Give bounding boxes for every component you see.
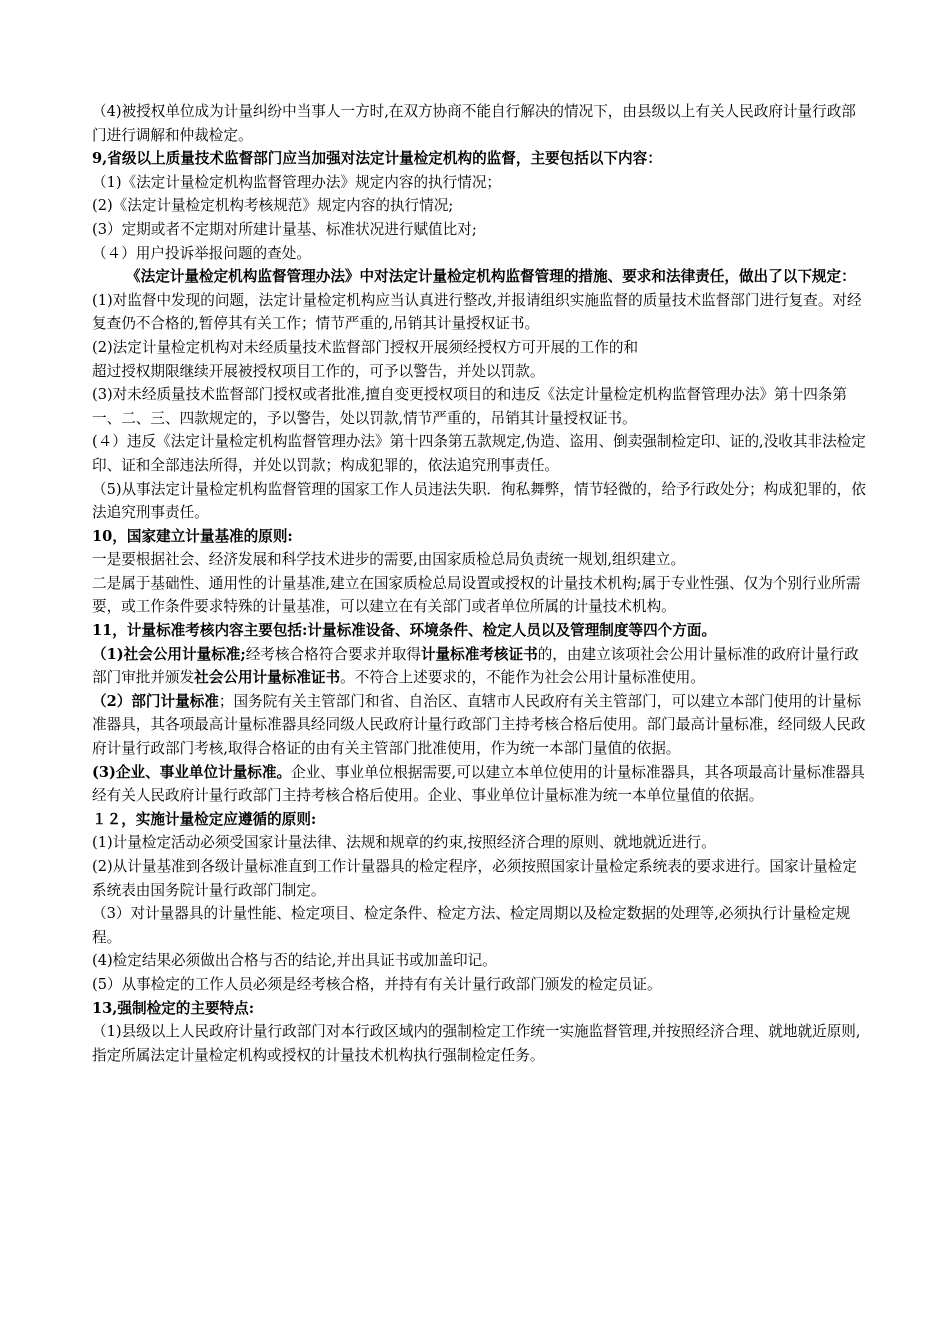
paragraph: (3)对未经质量技术监督部门授权或者批准,擅自变更授权项目的和违反《法定计量检定机构监督管理办法》第十四条第一、二、三、四款规定的，予以警告，处以罚款,情节严重的，吊销其计量授权证书。 bbox=[92, 386, 848, 427]
section-heading: 9,省级以上质量技术监督部门应当加强对法定计量检定机构的监督，主要包括以下内容： bbox=[92, 150, 662, 168]
paragraph: （1)《法定计量检定机构监督管理办法》规定内容的执行情况； bbox=[92, 173, 502, 191]
bold-run: (3)企业、事业单位计量标准。 bbox=[92, 763, 292, 781]
paragraph: （5)从事法定计量检定机构监督管理的国家工作人员违法失职．徇私舞弊，情节轻微的，给予行政处分；构成犯罪的，依法追究刑事责任。 bbox=[92, 480, 866, 522]
section-heading: 13,强制检定的主要特点: bbox=[92, 999, 255, 1017]
paragraph: (3）定期或者不定期对所建计量基、标准状况进行赋值比对; bbox=[92, 220, 477, 238]
paragraph: （４）用户投诉举报问题的查处。 bbox=[92, 244, 311, 262]
paragraph: (1)计量检定活动必须受国家计量法律、法规和规章的约束,按照经济合理的原则、就地就近进行。 bbox=[92, 834, 716, 852]
paragraph: (2)从计量基准到各级计量标准直到工作计量器具的检定程序，必须按照国家计量检定系统表的要求进行。国家计量检定系统表由国务院计量行政部门制定。 bbox=[92, 858, 857, 899]
text-run: 。不符合上述要求的，不能作为社会公用计量标准使用。 bbox=[340, 669, 705, 687]
text-run: 企业、事业单位根据需要,可以建立本单位使用的计量标准器具，其各项最高计量标准器具经有关人民政府计量行政部门主持考核合格后使用。企业、事业单位计量标准为统一本单位量值的依据。 bbox=[92, 763, 865, 805]
paragraph bbox=[92, 690, 870, 761]
section-heading: 10，国家建立计量基准的原则: bbox=[92, 527, 293, 545]
section-heading: 11，计量标准考核内容主要包括:计量标准设备、环境条件、检定人员以及管理制度等四个方面。 bbox=[92, 622, 717, 640]
bold-run: 计量标准考核证书 bbox=[420, 645, 538, 663]
bold-run: （1)社会公用计量标准; bbox=[92, 645, 246, 663]
text-run: ；国务院有关主管部门和省、自治区、直辖市人民政府有关主管部门，可以建立本部门使用的计量标准器具，其各项最高计量标准器具经同级人民政府计量行政部门主持考核合格后使用。部门最高计量标准，经同级人民政府计量行政部门考核,取得合格证的由有关主管部门批准使用，作为统一本部门量值的依据。 bbox=[92, 692, 866, 758]
document-body bbox=[92, 100, 870, 1067]
paragraph: （1)县级以上人民政府计量行政部门对本行政区域内的强制检定工作统一实施监督管理,并按照经济合理、就地就近原则,指定所属法定计量检定机构或授权的计量技术机构执行强制检定任务。 bbox=[92, 1023, 861, 1064]
paragraph: (5）从事检定的工作人员必须是经考核合格，并持有有关计量行政部门颁发的检定员证。 bbox=[92, 975, 662, 993]
paragraph: 二是属于基础性、通用性的计量基准,建立在国家质检总局设置或授权的计量技术机构;属于专业性强、仅为个别行业所需要，或工作条件要求特殊的计量基准，可以建立在有关部门或者单位所属的计量技术机构。 bbox=[92, 574, 861, 616]
bold-run: （2）部门计量标准 bbox=[92, 692, 219, 710]
paragraph: (1)对监督中发现的问题，法定计量检定机构应当认真进行整改,并报请组织实施监督的质量技术监督部门进行复查。对经复查仍不合格的,暂停其有关工作；情节严重的,吊销其计量授权证书。 bbox=[92, 291, 862, 333]
text-run: 的，由建立该项社会公用计量标准的政府计量行政部门审批并颁发 bbox=[92, 645, 859, 687]
paragraph: (４）违反《法定计量检定机构监督管理办法》第十四条第五款规定,伪造、盗用、倒卖强制检定印、证的,没收其非法检定印、证和全部违法所得，并处以罚款；构成犯罪的，依法追究刑事责任。 bbox=[92, 433, 866, 474]
paragraph bbox=[92, 761, 870, 808]
paragraph: （3）对计量器具的计量性能、检定项目、检定条件、检定方法、检定周期以及检定数据的处理等,必须执行计量检定规程。 bbox=[92, 905, 851, 946]
bold-run: 社会公用计量标准证书 bbox=[194, 669, 341, 687]
paragraph: （4)被授权单位成为计量纠纷中当事人一方时,在双方协商不能自行解决的情况下，由县级以上有关人民政府计量行政部门进行调解和仲裁检定。 bbox=[92, 103, 856, 144]
paragraph: (4)检定结果必须做出合格与否的结论,并出具证书或加盖印记。 bbox=[92, 952, 497, 970]
paragraph: (2)《法定计量检定机构考核规范》规定内容的执行情况; bbox=[92, 197, 454, 215]
paragraph: (2)法定计量检定机构对未经质量技术监督部门授权开展须经授权方可开展的工作的和 bbox=[92, 338, 639, 356]
paragraph: 一是要根据社会、经济发展和科学技术进步的需要,由国家质检总局负责统一规划,组织建立。 bbox=[92, 551, 686, 569]
section-heading: １２，实施计量检定应遵循的原则: bbox=[92, 810, 317, 828]
section-heading: 《法定计量检定机构监督管理办法》中对法定计量检定机构监督管理的措施、要求和法律责任，做出了以下规定： bbox=[126, 268, 856, 286]
paragraph bbox=[92, 643, 870, 690]
paragraph: 超过授权期限继续开展被授权项目工作的，可予以警告，并处以罚款。 bbox=[92, 362, 545, 380]
text-run: 经考核合格符合要求并取得 bbox=[245, 645, 421, 663]
